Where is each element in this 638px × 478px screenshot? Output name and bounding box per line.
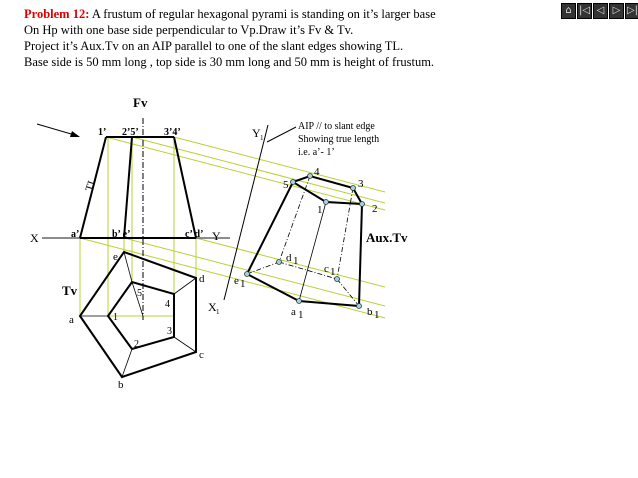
label-4: 4 [165, 299, 170, 310]
arrow-head-icon [70, 131, 80, 137]
label-ap: a’ [71, 229, 80, 240]
sub: 1 [298, 309, 304, 321]
aip-note-line: i.e. a’- 1’ [298, 147, 335, 158]
next-icon[interactable]: ▷ [609, 3, 624, 19]
label-3: 3 [167, 326, 172, 337]
label-c: c [199, 349, 204, 361]
label-a: a [69, 314, 74, 326]
y-label: Y [212, 229, 221, 243]
aux-label-5: 5 [283, 179, 289, 191]
aux-label-b1: b [367, 306, 373, 318]
prev-icon[interactable]: ◁ [593, 3, 608, 19]
label-cpdp: c’ d’ [185, 229, 204, 240]
problem-line: A frustum of regular hexagonal pyrami is standing on it’s larger base [89, 7, 436, 21]
last-icon[interactable]: ▷| [625, 3, 638, 19]
aux-label-3: 3 [358, 178, 364, 190]
label-bpep: b’ e’ [112, 229, 131, 240]
sub: 1 [240, 278, 246, 290]
aux-label-d1: d [286, 252, 292, 264]
x-label: X [30, 231, 39, 245]
label-2: 2 [134, 339, 139, 350]
problem-line: Project it’s Aux.Tv on an AIP parallel to one of the slant edges showing TL. [24, 39, 404, 53]
top-view [80, 252, 196, 377]
problem-label: Problem 12: [24, 7, 90, 21]
label-e: e [113, 251, 118, 263]
y1-sub: 1 [260, 134, 264, 142]
aux-label-2: 2 [372, 203, 378, 215]
sub: 1 [293, 255, 299, 267]
aux-label-1: 1 [317, 204, 323, 216]
aip-pointer [267, 127, 296, 142]
x1-sub: 1 [216, 308, 220, 316]
y1-label: Y [252, 126, 261, 140]
front-view [80, 137, 196, 238]
aux-label-4: 4 [314, 166, 320, 178]
label-1p: 1’ [98, 127, 107, 138]
aux-label-c1: c [324, 263, 329, 275]
aux-tv-label: Aux.Tv [366, 230, 408, 245]
fv-label: Fv [133, 95, 148, 110]
aip-note-line: AIP // to slant edge [298, 121, 375, 132]
tv-point-labels [69, 251, 205, 391]
aux-top-view [245, 174, 365, 309]
aip-note-line: Showing true length [298, 134, 380, 145]
aip-note [298, 121, 379, 158]
aux-label-e1: e [234, 275, 239, 287]
first-icon[interactable]: |◁ [577, 3, 592, 19]
label-b: b [118, 379, 124, 391]
sub: 1 [330, 266, 336, 278]
problem-line: On Hp with one base side perpendicular to Vp.Draw it’s Fv & Tv. [24, 23, 354, 37]
problem-line: Base side is 50 mm long , top side is 30 mm long and 50 mm is height of frustum. [24, 55, 435, 69]
aux-label-a1: a [291, 306, 296, 318]
label-1: 1 [113, 312, 118, 323]
label-5: 5 [137, 288, 142, 299]
x1-label: X [208, 300, 217, 314]
sub: 1 [374, 309, 380, 321]
label-d: d [199, 273, 205, 285]
label-3p4p: 3’4’ [164, 127, 181, 138]
tl-label: TL [83, 176, 100, 193]
label-2p5p: 2’5’ [122, 127, 139, 138]
tv-label: Tv [62, 283, 78, 298]
home-icon[interactable]: ⌂ [561, 3, 576, 19]
